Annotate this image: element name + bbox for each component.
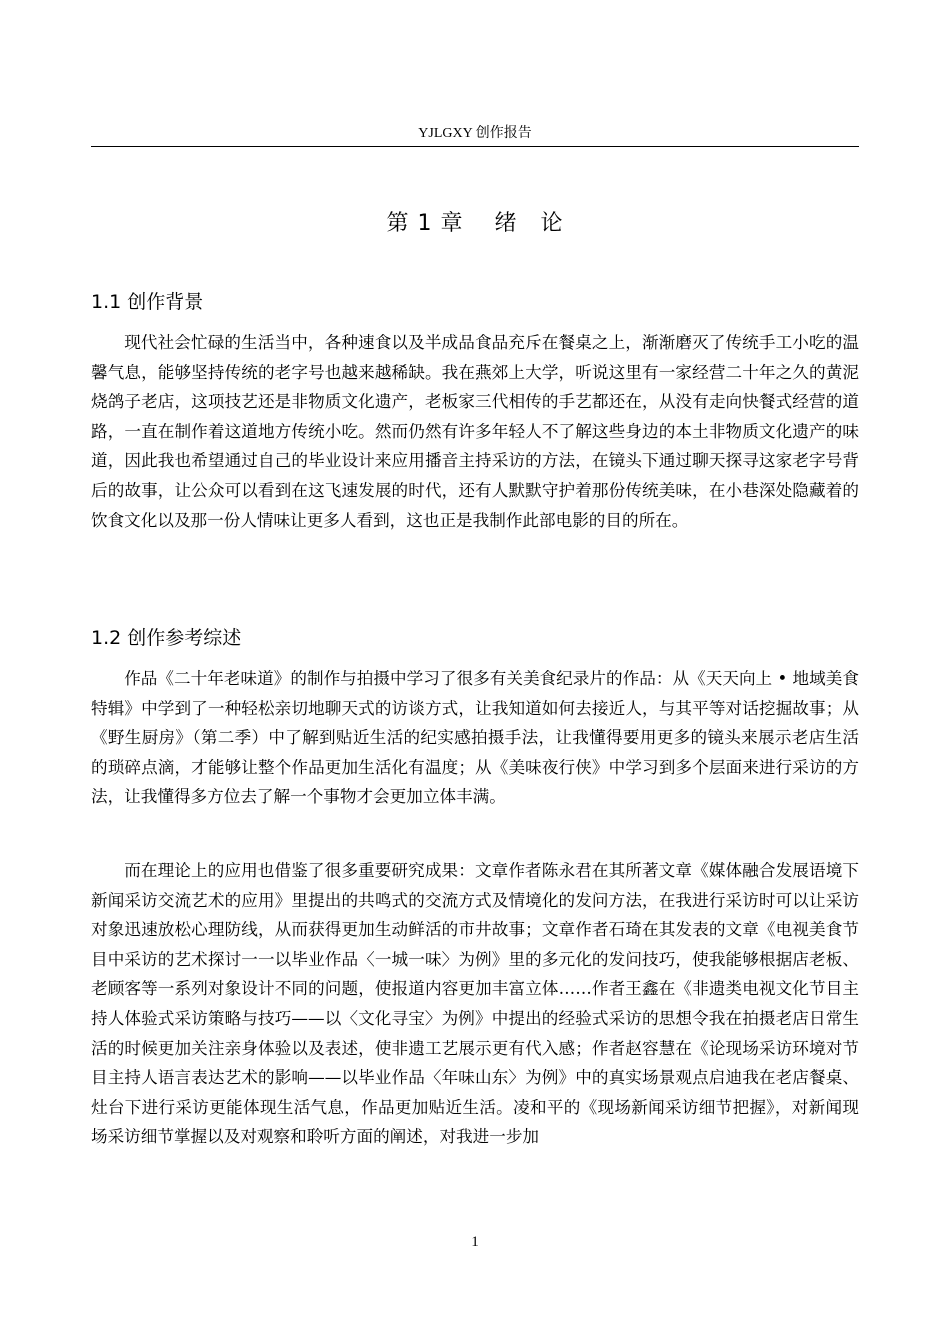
chapter-title: 第 1 章 绪 论 (386, 211, 564, 236)
running-header: YJLGXY 创作报告 (418, 126, 532, 141)
paragraph-references-theory: 而在理论上的应用也借鉴了很多重要研究成果：文章作者陈永君在其所著文章《媒体融合发展语境下新闻采访交流艺术的应用》里提出的共鸣式的交流方式及情境化的发问方法，在我进行采访时可以让采访对象迅速放松心理防线，从而获得更加生动鲜活的市井故事；文章作者石琦在其发表的文章《电视美食节目中采访的艺术探讨一一以毕业作品〈一城一味〉为例》里的多元化的发问技巧，使我能够根据店老板、老顾客等一系列对象设计不同的问题，使报道内容更加丰富立体……作者王鑫在《非遗类电视文化节目主持人体验式采访策略与技巧——以〈文化寻宝〉为例》中提出的经验式采访的思想令我在拍摄老店日常生活的时候更加关注亲身体验以及表述，使非遗工艺展示更有代入感；作者赵容慧在《论现场采访环境对节目主持人语言表达艺术的影响——以毕业作品〈年味山东〉为例》中的真实场景观点启迪我在老店餐桌、灶台下进行采访更能体现生活气息，作品更加贴近生活。凌和平的《现场新闻采访细节把握》，对新闻现场采访细节掌握以及对观察和聆听方面的阐述，对我进一步加 (91, 861, 859, 1147)
section-heading-1-1: 1.1 创作背景 (91, 291, 204, 313)
paragraph-references-works: 作品《二十年老味道》的制作与拍摄中学习了很多有关美食纪录片的作品：从《天天向上 • 地域美食特辑》中学到了一种轻松亲切地聊天式的访谈方式，让我知道如何去接近人，与其平等对话挖掘故事；从《野生厨房》（第二季）中了解到贴近生活的纪实感拍摄手法，让我懂得要用更多的镜头来展示老店生活的琐碎点滴，才能够让整个作品更加生活化有温度；从《美味夜行侠》中学习到多个层面来进行采访的方法，让我懂得多方位去了解一个事物才会更加立体丰满。 (91, 669, 859, 807)
section-heading-1-2: 1.2 创作参考综述 (91, 627, 242, 649)
page-number: 1 (471, 1234, 479, 1250)
header-rule (91, 146, 859, 147)
paragraph-background: 现代社会忙碌的生活当中，各种速食以及半成品食品充斥在餐桌之上，渐渐磨灭了传统手工小吃的温馨气息，能够坚持传统的老字号也越来越稀缺。我在燕郊上大学，听说这里有一家经营二十年之久的黄泥烧鸽子老店，这项技艺还是非物质文化遗产，老板家三代相传的手艺都还在，从没有走向快餐式经营的道路，一直在制作着这道地方传统小吃。然而仍然有许多年轻人不了解这些身边的本土非物质文化遗产的味道，因此我也希望通过自己的毕业设计来应用播音主持采访的方法，在镜头下通过聊天探寻这家老字号背后的故事，让公众可以看到在这飞速发展的时代，还有人默默守护着那份传统美味，在小巷深处隐藏着的饮食文化以及那一份人情味让更多人看到，这也正是我制作此部电影的目的所在。 (91, 333, 859, 530)
